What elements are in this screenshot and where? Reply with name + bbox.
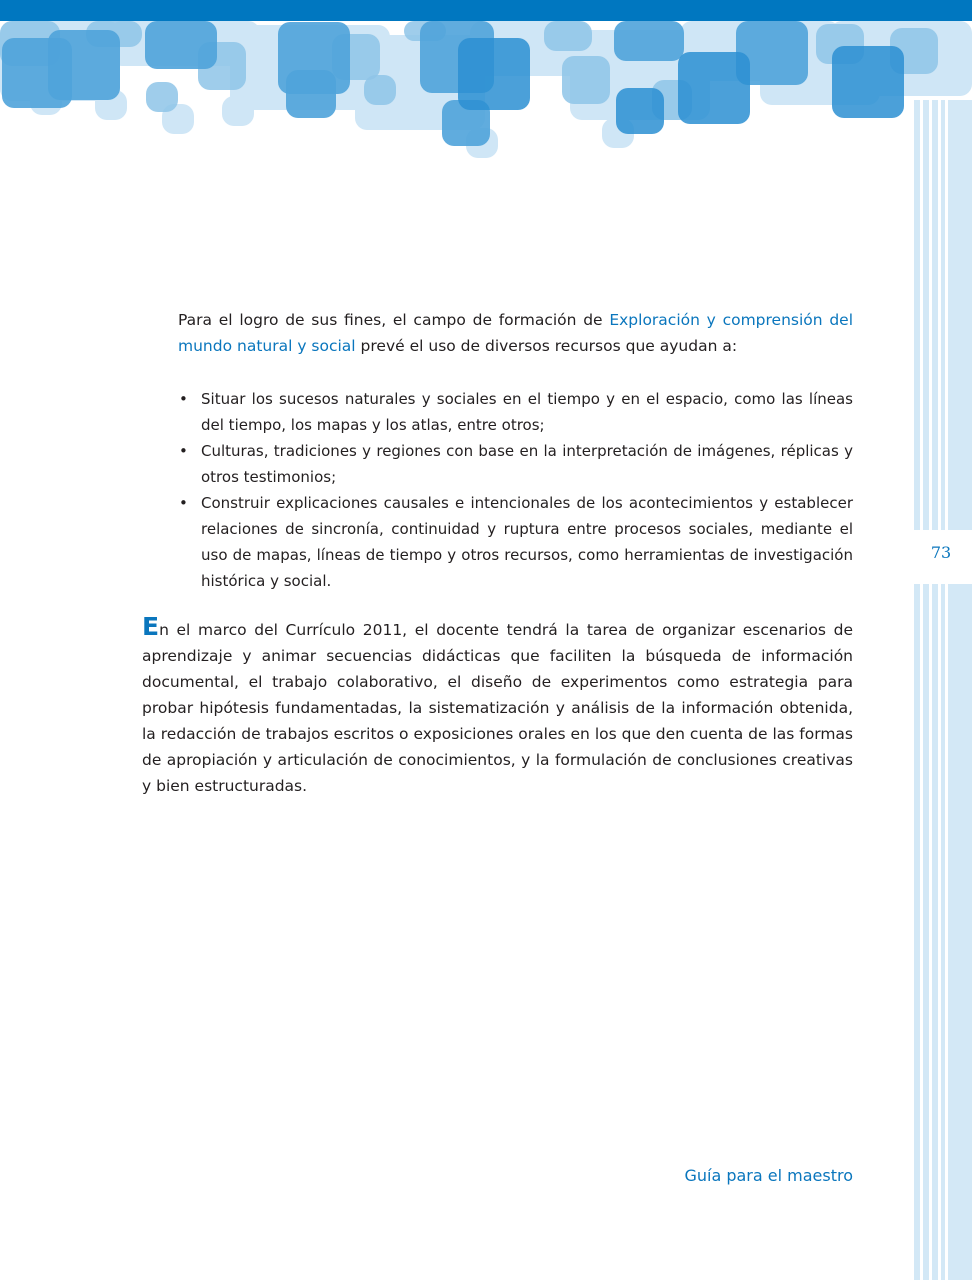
intro-lead: Para el logro de sus fines, el campo de formación de [178,311,610,329]
header-bar [0,0,972,21]
list-item: • Situar los sucesos naturales y sociales en el tiempo y en el espacio, como las líneas del tiempo, los mapas y los atlas, entre otros; [178,386,853,438]
side-stripes [914,100,972,1280]
dropcap: E [142,612,160,641]
footer-title: Guía para el maestro [684,1166,853,1185]
bullet-list [178,386,853,594]
page-number: 73 [930,543,952,562]
intro-paragraph [178,307,853,359]
intro-tail: prevé el uso de diversos recursos que ayudan a: [355,337,738,355]
intro-highlight: Exploración y comprensión del mundo natural y social [178,311,853,355]
list-item: • Construir explicaciones causales e intencionales de los acontecimientos y establecer relaciones de sincronía, continuidad y ruptura entre procesos sociales, mediante el uso de mapas, líneas de tiempo y otros recursos, como herramientas de investigación histórica y social. [178,490,853,594]
list-item: • Culturas, tradiciones y regiones con base en la interpretación de imágenes, réplicas y otros testimonios; [178,438,853,490]
body-text: n el marco del Currículo 2011, el docente tendrá la tarea de organizar escenarios de aprendizaje y animar secuencias didácticas que faciliten la búsqueda de información documental, el trabajo colaborativo, el diseño de experimentos como estrategia para probar hipótesis fundamentadas, la sistematización y análisis de la información obtenida, la redacción de trabajos escritos o exposiciones orales en los que den cuenta de las formas de apropiación y articulación de conocimientos, y la formulación de conclusiones creativas y bien estructuradas. [142,621,853,795]
body-paragraph [142,612,853,799]
